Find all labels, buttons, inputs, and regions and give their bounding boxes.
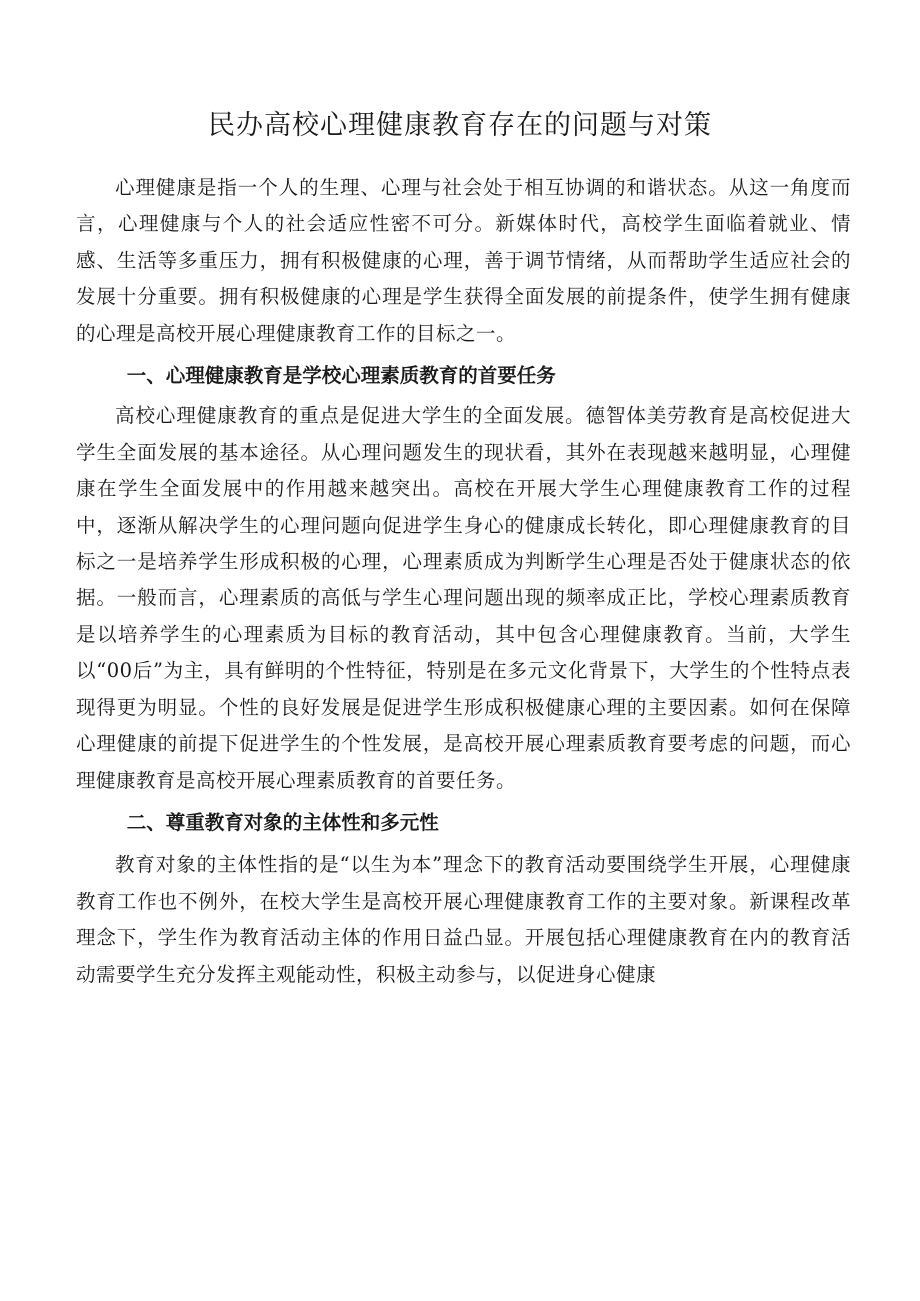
section-1-paragraph: 高校心理健康教育的重点是促进大学生的全面发展。德智体美劳教育是高校促进大学生全面发展的基本途径。从心理问题发生的现状看，其外在表现越来越明显，心理健康在学生全面发展中的作用越来越突出。高校在开展大学生心理健康教育工作的过程中，逐渐从解决学生的心理问题向促进学生身心的健康成长转化，即心理健康教育的目标之一是培养学生形成积极的心理，心理素质成为判断学生心理是否处于健康状态的依据。一般而言，心理素质的高低与学生心理问题出现的频率成正比，学校心理素质教育是以培养学生的心理素质为目标的教育活动，其中包含心理健康教育。当前，大学生以“00后”为主，具有鲜明的个性特征，特别是在多元文化背景下，大学生的个性特点表现得更为明显。个性的良好发展是促进学生形成积极健康心理的主要因素。如何在保障心理健康的前提下促进学生的个性发展，是高校开展心理素质教育要考虑的问题，而心理健康教育是高校开展心理素质教育的首要任务。 xyxy=(76,404,851,792)
intro-paragraph: 心理健康是指一个人的生理、心理与社会处于相互协调的和谐状态。从这一角度而言，心理健康与个人的社会适应性密不可分。新媒体时代，高校学生面临着就业、情感、生活等多重压力，拥有积极健康的心理，善于调节情绪，从而帮助学生适应社会的发展十分重要。拥有积极健康的心理是学生获得全面发展的前提条件，使学生拥有健康的心理是高校开展心理健康教育工作的目标之一。 xyxy=(76,176,851,345)
document-title: 民办高校心理健康教育存在的问题与对策 xyxy=(208,110,712,141)
section-heading-1: 一、心理健康教育是学校心理素质教育的首要任务 xyxy=(126,364,556,388)
section-2-paragraph: 教育对象的主体性指的是“以生为本”理念下的教育活动要围绕学生开展，心理健康教育工作也不例外，在校大学生是高校开展心理健康教育工作的主要对象。新课程改革理念下，学生作为教育活动主体的作用日益凸显。开展包括心理健康教育在内的教育活动需要学生充分发挥主观能动性，积极主动参与，以促进身心健康 xyxy=(76,853,851,986)
document-body xyxy=(76,170,851,993)
section-heading-2: 二、尊重教育对象的主体性和多元性 xyxy=(126,810,439,834)
